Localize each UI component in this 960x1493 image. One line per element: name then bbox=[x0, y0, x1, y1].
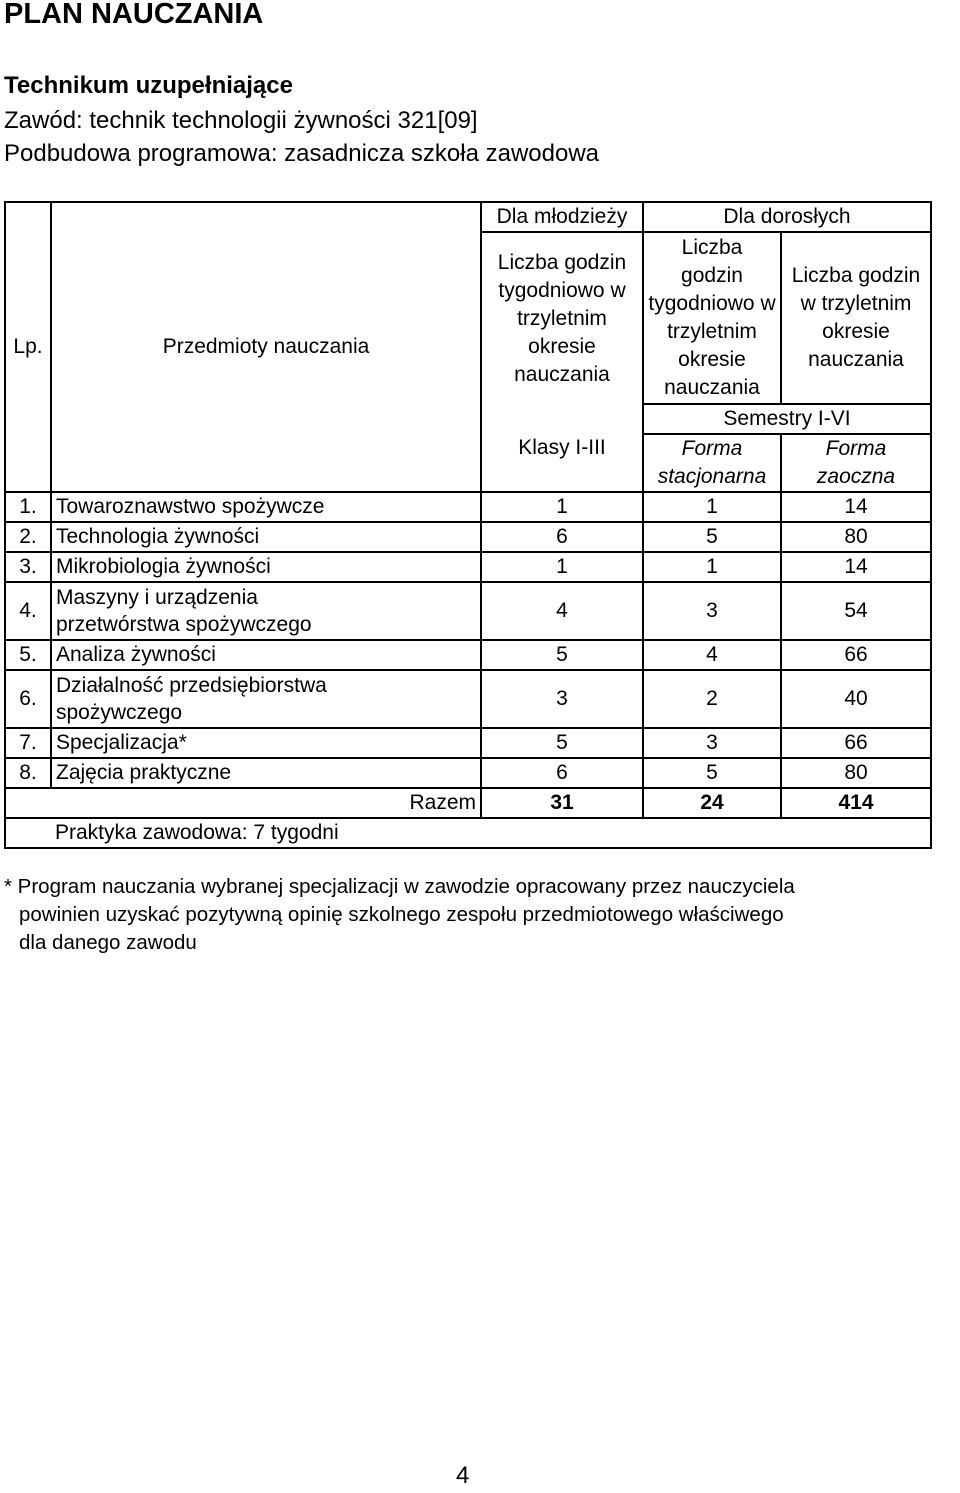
row-extramural-hours: 80 bbox=[781, 522, 931, 552]
header-adults-weekly-hours: Liczba godzin tygodniowo w trzyletnim okresie nauczania bbox=[643, 232, 781, 404]
row-youth-hours: 6 bbox=[481, 758, 643, 788]
row-subject: Towaroznawstwo spożywcze bbox=[51, 492, 481, 522]
row-subject: Zajęcia praktyczne bbox=[51, 758, 481, 788]
row-youth-hours: 6 bbox=[481, 522, 643, 552]
footnote-line1: * Program nauczania wybranej specjalizacji w zawodzie opracowany przez nauczyciela bbox=[4, 875, 795, 898]
footnote-line3: dla danego zawodu bbox=[19, 931, 197, 954]
header-subjects: Przedmioty nauczania bbox=[51, 202, 481, 492]
header-form-extramural bbox=[781, 434, 931, 492]
row-youth-hours: 3 bbox=[481, 670, 643, 728]
total-stationary-hours: 24 bbox=[643, 788, 781, 818]
form-stationary-line2: stacjonarna bbox=[657, 465, 767, 488]
footnote-line2: powinien uzyskać pozytywną opinię szkolnego zespołu przedmiotowego właściwego bbox=[19, 903, 784, 926]
row-subject: Analiza żywności bbox=[51, 640, 481, 670]
curriculum-table bbox=[4, 201, 932, 849]
row-youth-hours: 1 bbox=[481, 492, 643, 522]
row-lp: 2. bbox=[5, 522, 51, 552]
practice-row bbox=[5, 818, 931, 848]
table-row bbox=[5, 492, 931, 522]
total-extramural-hours: 414 bbox=[781, 788, 931, 818]
header-adults: Dla dorosłych bbox=[643, 202, 931, 232]
row-youth-hours: 5 bbox=[481, 640, 643, 670]
row-lp: 3. bbox=[5, 552, 51, 582]
row-extramural-hours: 40 bbox=[781, 670, 931, 728]
total-lp-cell bbox=[5, 788, 51, 818]
row-subject: Specjalizacja* bbox=[51, 728, 481, 758]
table-row bbox=[5, 728, 931, 758]
table-row bbox=[5, 522, 931, 552]
form-stationary-line1: Forma bbox=[681, 437, 743, 460]
header-youth: Dla młodzieży bbox=[481, 202, 643, 232]
row-youth-hours: 1 bbox=[481, 552, 643, 582]
table-row bbox=[5, 758, 931, 788]
header-classes: Klasy I-III bbox=[481, 404, 643, 492]
total-row bbox=[5, 788, 931, 818]
row-stationary-hours: 5 bbox=[643, 758, 781, 788]
table-row bbox=[5, 670, 931, 728]
header-lp: Lp. bbox=[5, 202, 51, 492]
row-stationary-hours: 2 bbox=[643, 670, 781, 728]
form-extramural-line1: Forma bbox=[825, 437, 887, 460]
row-extramural-hours: 14 bbox=[781, 492, 931, 522]
table-row bbox=[5, 640, 931, 670]
school-type: Technikum uzupełniające bbox=[4, 72, 293, 99]
row-lp: 1. bbox=[5, 492, 51, 522]
row-extramural-hours: 66 bbox=[781, 728, 931, 758]
practice-text: Praktyka zawodowa: 7 tygodni bbox=[51, 818, 931, 848]
row-lp: 8. bbox=[5, 758, 51, 788]
row-extramural-hours: 66 bbox=[781, 640, 931, 670]
header-form-stationary bbox=[643, 434, 781, 492]
row-stationary-hours: 1 bbox=[643, 552, 781, 582]
row-extramural-hours: 14 bbox=[781, 552, 931, 582]
program-basis: Podbudowa programowa: zasadnicza szkoła zawodowa bbox=[4, 140, 600, 167]
page-title: PLAN NAUCZANIA bbox=[4, 0, 264, 30]
row-extramural-hours: 80 bbox=[781, 758, 931, 788]
row-lp: 4. bbox=[5, 582, 51, 640]
row-youth-hours: 5 bbox=[481, 728, 643, 758]
footnote bbox=[4, 873, 959, 957]
row-lp: 7. bbox=[5, 728, 51, 758]
row-extramural-hours: 54 bbox=[781, 582, 931, 640]
row-subject: Maszyny i urządzenia przetwórstwa spożywczego bbox=[51, 582, 481, 640]
table-row bbox=[5, 552, 931, 582]
row-stationary-hours: 3 bbox=[643, 582, 781, 640]
table-row bbox=[5, 582, 931, 640]
row-youth-hours: 4 bbox=[481, 582, 643, 640]
row-lp: 6. bbox=[5, 670, 51, 728]
header-semesters: Semestry I-VI bbox=[643, 404, 931, 434]
row-subject: Mikrobiologia żywności bbox=[51, 552, 481, 582]
row-stationary-hours: 1 bbox=[643, 492, 781, 522]
header-adults-total-hours: Liczba godzin w trzyletnim okresie nauczania bbox=[781, 232, 931, 404]
row-subject: Technologia żywności bbox=[51, 522, 481, 552]
total-label: Razem bbox=[51, 788, 481, 818]
form-extramural-line2: zaoczna bbox=[816, 465, 896, 488]
row-stationary-hours: 4 bbox=[643, 640, 781, 670]
row-stationary-hours: 3 bbox=[643, 728, 781, 758]
page-number: 4 bbox=[456, 1462, 470, 1489]
profession: Zawód: technik technologii żywności 321[09] bbox=[4, 107, 478, 134]
total-youth-hours: 31 bbox=[481, 788, 643, 818]
row-stationary-hours: 5 bbox=[643, 522, 781, 552]
row-lp: 5. bbox=[5, 640, 51, 670]
header-youth-hours: Liczba godzin tygodniowo w trzyletnim okresie nauczania bbox=[481, 232, 643, 404]
practice-lp-cell bbox=[5, 818, 51, 848]
row-subject: Działalność przedsiębiorstwa spożywczego bbox=[51, 670, 481, 728]
